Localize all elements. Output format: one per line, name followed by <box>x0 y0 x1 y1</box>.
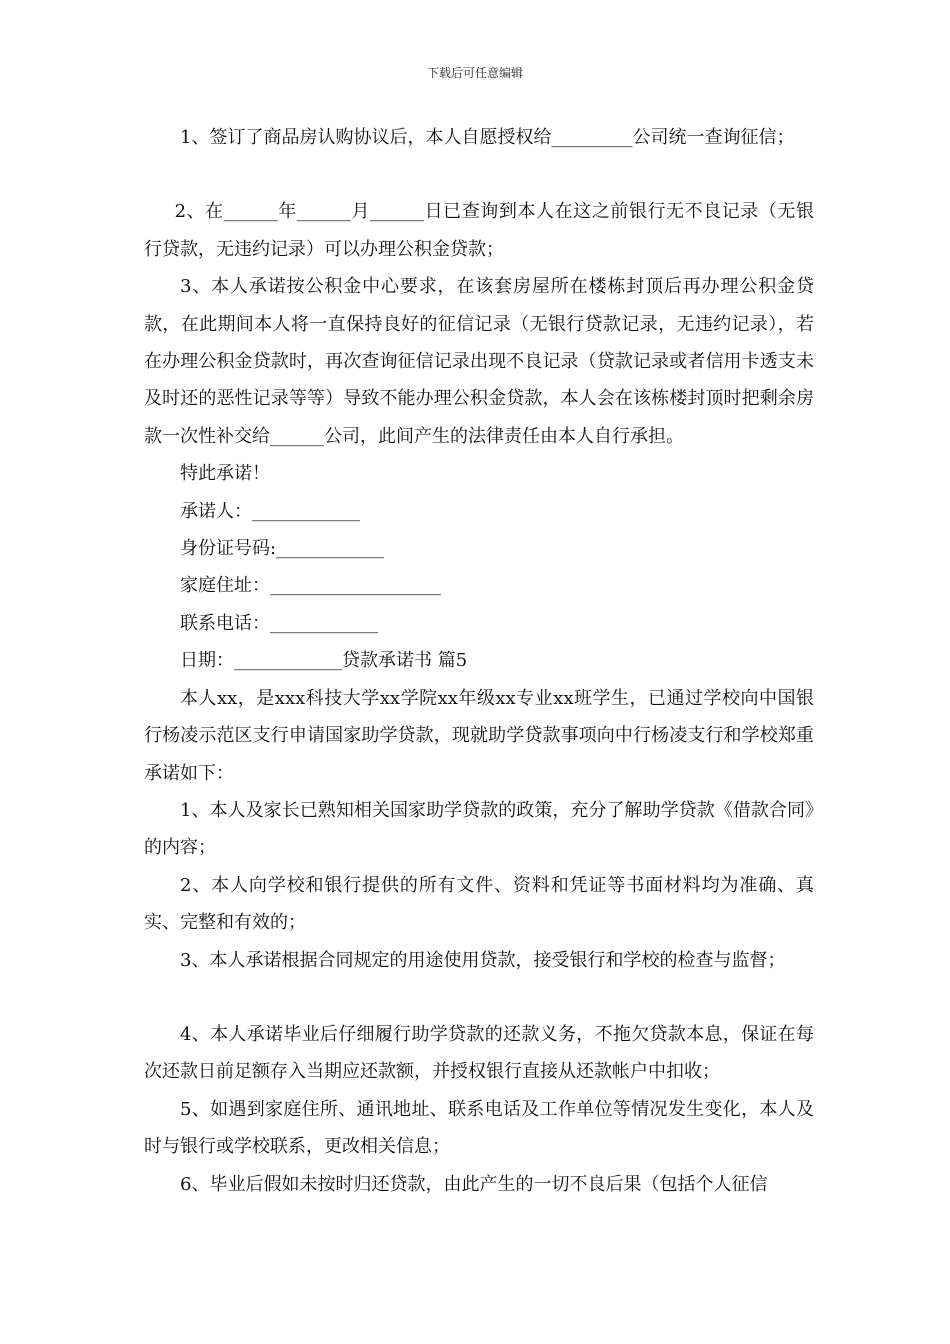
paragraph-provident-fund: 3、本人承诺按公积金中心要求，在该套房屋所在楼栋封顶后再办理公积金贷款，在此期间本人将一直保持良好的征信记录（无银行贷款记录，无违约记录），若在办理公积金贷款时，再次查询征信记录出现不良记录（贷款记录或者信用卡透支未及时还的恶性记录等等）导致不能办理公积金贷款，本人会在该栋楼封顶时把剩余房款一次性补交给______公司，此间产生的法律责任由本人自行承担。 <box>144 276 814 447</box>
pledge-statement: 特此承诺！ <box>180 463 270 485</box>
paragraph-item-6: 6、毕业后假如未按时归还贷款，由此产生的一切不良后果（包括个人征信 <box>180 1173 768 1195</box>
paragraph-credit-check: 2、在______年______月______日已查询到本人在这之前银行无不良记录（无银行贷款，无违约记录）可以办理公积金贷款； <box>144 201 814 260</box>
blank-line <box>144 979 814 1016</box>
paragraph-authorization: 1、签订了商品房认购协议后，本人自愿授权给_________公司统一查询征信； <box>180 127 795 148</box>
paragraph-item-5: 5、如遇到家庭住所、通讯地址、联系电话及工作单位等情况发生变化，本人及时与银行或学校联系，更改相关信息； <box>144 1098 814 1158</box>
field-promisor: 承诺人：____________ <box>180 500 360 522</box>
paragraph-item-1: 1、本人及家长已熟知相关国家助学贷款的政策，充分了解助学贷款《借款合同》的内容； <box>144 799 814 859</box>
blank-line <box>144 156 814 193</box>
page-header: 下载后可任意编辑 <box>426 66 523 80</box>
paragraph-student-intro: 本人xx，是xxx科技大学xx学院xx年级xx专业xx班学生，已通过学校向中国银行杨凌示范区支行申请国家助学贷款，现就助学贷款事项向中行杨凌支行和学校郑重承诺如下： <box>144 687 814 784</box>
field-phone: 联系电话：____________ <box>180 612 378 634</box>
field-home-address: 家庭住址：___________________ <box>180 575 441 597</box>
field-id-number: 身份证号码:____________ <box>180 538 385 560</box>
paragraph-item-2: 2、本人向学校和银行提供的所有文件、资料和凭证等书面材料均为准确、真实、完整和有效的； <box>144 874 814 934</box>
paragraph-item-4: 4、本人承诺毕业后仔细履行助学贷款的还款义务，不拖欠贷款本息，保证在每次还款日前足额存入当期应还款额，并授权银行直接从还款帐户中扣收； <box>144 1023 814 1083</box>
document-body <box>144 119 814 1203</box>
paragraph-item-3: 3、本人承诺根据合同规定的用途使用贷款，接受银行和学校的检查与监督； <box>180 949 786 971</box>
field-date-and-section-title: 日期：____________贷款承诺书 篇5 <box>180 650 468 672</box>
